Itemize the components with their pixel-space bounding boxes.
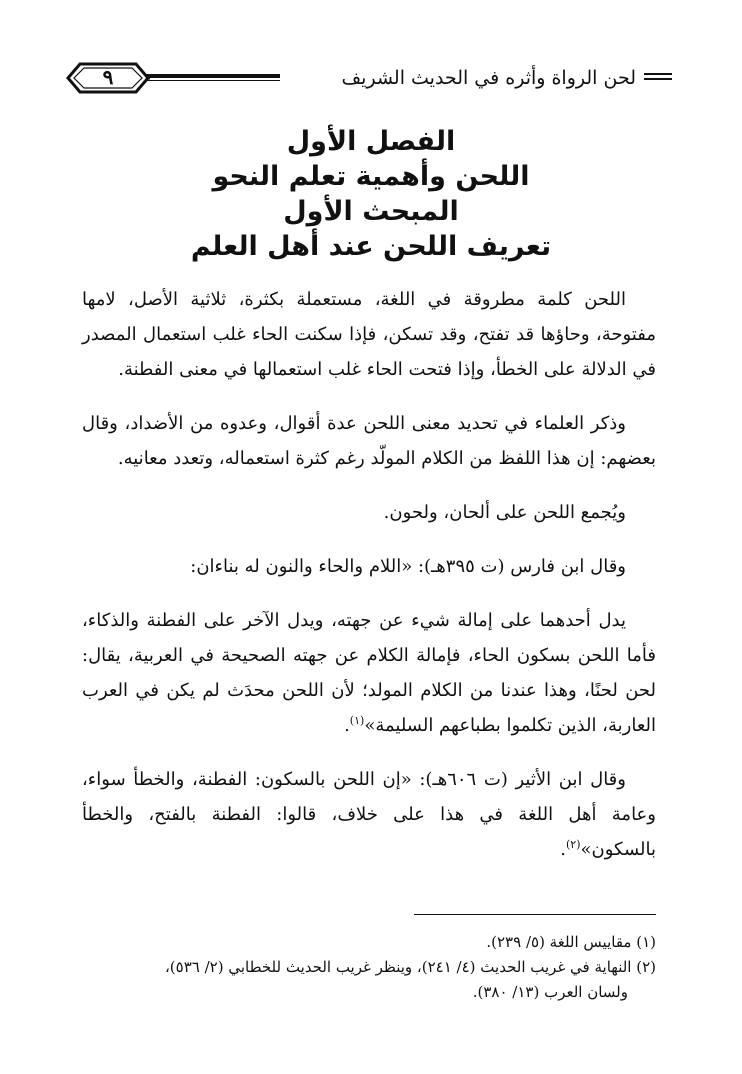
paragraph-text: وقال ابن الأثير (ت ٦٠٦هـ): «إن اللحن بالسكون: الفطنة، والخطأ سواء، وعامة أهل اللغة في هذا على خلاف، قالوا: الفطنة بالفتح، والخطأ بالسكون» [82, 769, 656, 860]
footnote-continuation: ولسان العرب (١٣/ ٣٨٠). [472, 983, 628, 1001]
paragraph: وقال ابن فارس (ت ٣٩٥هـ): «اللام والحاء والنون له بناءان: [190, 556, 626, 577]
section-title: المبحث الأول [283, 196, 459, 227]
chapter-subject: اللحن وأهمية تعلم النحو [212, 161, 530, 192]
paragraph: اللحن كلمة مطروقة في اللغة، مستعملة بكثرة، ثلاثية الأصل، لامها مفتوحة، وحاؤها قد تفتح، وقد تسكن، فإذا سكنت الحاء غلب استعمال المصدر في الدلالة على الخطأ، وإذا فتحت الحاء غلب استعمالها في معنى الفطنة. [82, 289, 656, 380]
footnote-separator [414, 914, 656, 915]
running-header [66, 60, 672, 100]
paragraph-quote: وقال ابن الأثير (ت ٦٠٦هـ): «إن اللحن بالسكون: الفطنة، والخطأ سواء، وعامة أهل اللغة في هذا على خلاف، قالوا: الفطنة بالفتح، والخطأ بالسكون»$^{(٢)}$. [82, 769, 656, 860]
paragraph-quote: يدل أحدهما على إمالة شيء عن جهته، ويدل الآخر على الفطنة والذكاء، فأما اللحن بسكون الحاء، فإمالة الكلام عن جهته الصحيحة في العربية، يقال: لحن لحنًا، وهذا عندنا من الكلام المولد؛ لأن اللحن محدَث لم يكن في العرب العاربة، الذين تكلموا بطباعهم السليمة»$^{(١)}$. [82, 610, 656, 736]
header-dash-ornament [644, 73, 672, 82]
paragraph: ويُجمع اللحن على ألحان، ولحون. [383, 502, 626, 523]
page-number: ٩ [102, 65, 114, 89]
section-subject: تعريف اللحن عند أهل العلم [190, 231, 552, 262]
chapter-titles [60, 124, 682, 264]
header-rule [146, 74, 280, 82]
footnote-marker[interactable]: (١) [349, 714, 365, 727]
chapter-title: الفصل الأول [286, 126, 456, 157]
body-text [82, 282, 656, 886]
footnote-marker[interactable]: (٢) [565, 838, 581, 851]
footnotes [82, 930, 656, 1005]
page-number-frame [66, 60, 150, 96]
running-title: لحن الرواة وأثره في الحديث الشريف [341, 67, 636, 89]
paragraph-text: يدل أحدهما على إمالة شيء عن جهته، ويدل الآخر على الفطنة والذكاء، فأما اللحن بسكون الحاء، فإمالة الكلام عن جهته الصحيحة في العربية، يقال: لحن لحنًا، وهذا عندنا من الكلام المولد؛ لأن اللحن محدَث لم يكن في العرب العاربة، الذين تكلموا بطباعهم السليمة» [82, 610, 656, 736]
footnote: (٢) النهاية في غريب الحديث (٤/ ٢٤١)، وينظر غريب الحديث للخطابي (٢/ ٥٣٦)، [164, 958, 656, 976]
footnote: (١) مقاييس اللغة (٥/ ٢٣٩). [486, 933, 656, 951]
paragraph: وذكر العلماء في تحديد معنى اللحن عدة أقوال، وعدوه من الأضداد، وقال بعضهم: إن هذا اللفظ من الكلام المولّد رغم كثرة استعماله، وتعدد معانيه. [82, 413, 656, 469]
